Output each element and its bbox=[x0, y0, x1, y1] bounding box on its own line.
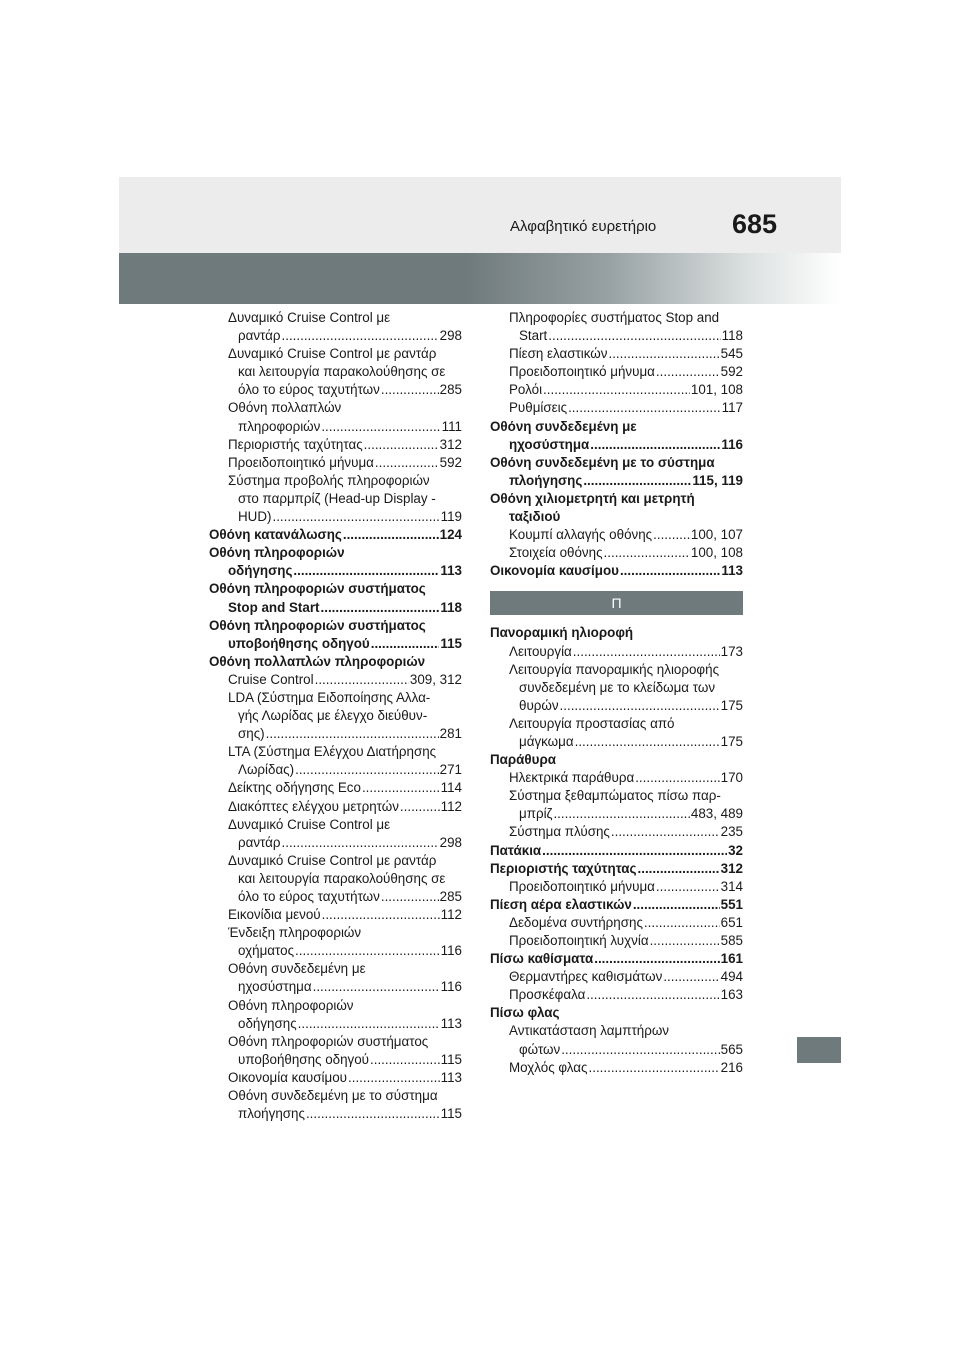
dot-leader bbox=[282, 834, 439, 852]
index-entry-text: Παράθυρα bbox=[490, 752, 556, 768]
index-entry bbox=[490, 345, 743, 363]
index-entry bbox=[490, 968, 743, 986]
section-letter-bar bbox=[490, 591, 743, 615]
index-page-ref[interactable]: 592 bbox=[720, 364, 743, 380]
dot-leader bbox=[371, 635, 440, 653]
index-page-ref[interactable]: 216 bbox=[720, 1059, 743, 1075]
index-entry-text: Οθόνη χιλιομετρητή και μετρητή bbox=[490, 490, 695, 506]
dot-leader bbox=[381, 888, 439, 906]
index-page-ref[interactable]: 565 bbox=[720, 1041, 743, 1057]
index-entry bbox=[490, 562, 743, 580]
index-entry bbox=[209, 779, 462, 797]
index-entry bbox=[490, 679, 743, 697]
dot-leader bbox=[638, 860, 720, 878]
index-page-ref[interactable]: 298 bbox=[439, 328, 462, 344]
dot-leader bbox=[298, 1015, 440, 1033]
index-entry bbox=[209, 526, 462, 544]
index-page-ref[interactable]: 124 bbox=[439, 527, 462, 543]
index-entry bbox=[209, 617, 462, 635]
index-entry-text: HUD) bbox=[238, 509, 272, 525]
index-page-ref[interactable]: 118 bbox=[721, 328, 743, 344]
index-entry bbox=[209, 942, 462, 960]
index-page-ref[interactable]: 113 bbox=[440, 563, 462, 579]
dot-leader bbox=[381, 381, 439, 399]
index-entry-text: και λειτουργία παρακολούθησης σε bbox=[238, 870, 446, 886]
index-entry bbox=[209, 599, 462, 617]
index-entry bbox=[209, 888, 462, 906]
index-page-ref[interactable]: 117 bbox=[721, 400, 743, 416]
index-page-ref[interactable]: 545 bbox=[720, 346, 743, 362]
dot-leader bbox=[282, 327, 439, 345]
index-entry-text: υποβοήθησης οδηγού bbox=[238, 1051, 370, 1067]
index-entry bbox=[209, 508, 462, 526]
index-page-ref[interactable]: 312 bbox=[720, 860, 743, 876]
dot-leader bbox=[663, 968, 719, 986]
index-entry bbox=[209, 816, 462, 834]
index-entry bbox=[490, 878, 743, 896]
index-entry bbox=[209, 436, 462, 454]
index-page-ref[interactable]: 483, 489 bbox=[690, 806, 743, 822]
index-entry bbox=[209, 906, 462, 924]
index-column-left bbox=[209, 309, 462, 1123]
index-entry-text: οδήγησης bbox=[228, 563, 293, 579]
index-entry-text: θυρών bbox=[519, 697, 559, 713]
index-entry-text: Οικονομία καυσίμου bbox=[490, 563, 619, 579]
index-entry-text: Ρυθμίσεις bbox=[509, 400, 568, 416]
dot-leader bbox=[573, 643, 720, 661]
index-page-ref[interactable]: 494 bbox=[720, 969, 743, 985]
index-page-ref[interactable]: 112 bbox=[440, 798, 462, 814]
dot-leader bbox=[583, 472, 691, 490]
index-page-ref[interactable]: 113 bbox=[440, 1069, 462, 1085]
index-entry-text: Περιοριστής ταχύτητας bbox=[228, 436, 363, 452]
index-entry bbox=[209, 798, 462, 816]
index-entry-text: Οθόνη πληροφοριών συστήματος bbox=[209, 581, 426, 597]
index-entry-text: Διακόπτες ελέγχου μετρητών bbox=[228, 798, 399, 814]
index-entry-text: Προειδοποιητικό μήνυμα bbox=[228, 454, 374, 470]
index-entry-text: Θερμαντήρες καθισμάτων bbox=[509, 969, 663, 985]
index-page-ref[interactable]: 314 bbox=[720, 878, 743, 894]
index-entry-text: Δείκτης οδήγησης Eco bbox=[228, 780, 361, 796]
dot-leader bbox=[604, 544, 690, 562]
index-entry-text: ηχοσύστημα bbox=[509, 436, 590, 452]
dot-leader bbox=[594, 950, 719, 968]
index-entry-text: γής Λωρίδας με έλεγχο διεύθυν- bbox=[238, 708, 428, 724]
index-entry-text: LTA (Σύστημα Ελέγχου Διατήρησης bbox=[228, 744, 437, 760]
page-title: Αλφαβητικό ευρετήριο bbox=[510, 218, 657, 235]
index-page-ref[interactable]: 118 bbox=[440, 599, 462, 615]
index-entry bbox=[490, 309, 743, 327]
dot-leader bbox=[364, 436, 439, 454]
index-page-ref[interactable]: 161 bbox=[720, 951, 743, 967]
index-entry bbox=[490, 399, 743, 417]
header-band bbox=[119, 253, 841, 304]
index-entry bbox=[209, 653, 462, 671]
index-page-ref[interactable]: 115 bbox=[440, 1106, 462, 1122]
index-page-ref[interactable]: 285 bbox=[439, 382, 462, 398]
index-entry-text: Ρολόι bbox=[509, 382, 543, 398]
index-entry-text: Οθόνη συνδεδεμένη με το σύστημα bbox=[490, 454, 715, 470]
dot-leader bbox=[553, 805, 689, 823]
index-entry-text: μπρίζ bbox=[519, 806, 553, 822]
dot-leader bbox=[633, 896, 720, 914]
index-entry bbox=[209, 689, 462, 707]
index-page-ref[interactable]: 298 bbox=[439, 834, 462, 850]
index-entry bbox=[490, 697, 743, 715]
index-page-ref[interactable]: 115 bbox=[440, 635, 462, 651]
dot-leader bbox=[653, 526, 690, 544]
index-entry-text: Πανοραμική ηλιοροφή bbox=[490, 625, 634, 641]
index-entry-text: μάγκωμα bbox=[519, 733, 574, 749]
index-entry-text: Λειτουργία bbox=[509, 643, 572, 659]
index-page-ref[interactable]: 101, 108 bbox=[690, 382, 743, 398]
index-entry-text: όλο το εύρος ταχυτήτων bbox=[238, 382, 380, 398]
index-entry bbox=[490, 363, 743, 381]
dot-leader bbox=[620, 562, 720, 580]
index-page-ref[interactable]: 32 bbox=[728, 842, 743, 858]
index-entry-text: Σύστημα ξεθαμπώματος πίσω παρ- bbox=[509, 788, 721, 804]
index-page-ref[interactable]: 113 bbox=[440, 1015, 462, 1031]
index-entry bbox=[209, 381, 462, 399]
index-entry bbox=[209, 635, 462, 653]
index-entry bbox=[209, 870, 462, 888]
dot-leader bbox=[266, 725, 439, 743]
index-entry-text: Οθόνη πολλαπλών bbox=[228, 400, 342, 416]
index-entry bbox=[490, 526, 743, 544]
index-entry bbox=[209, 761, 462, 779]
index-entry bbox=[490, 1022, 743, 1040]
index-entry-text: Οθόνη συνδεδεμένη με το σύστημα bbox=[228, 1088, 438, 1104]
index-entry bbox=[490, 805, 743, 823]
index-entry bbox=[209, 490, 462, 508]
index-page-ref[interactable]: 592 bbox=[439, 454, 462, 470]
dot-leader bbox=[295, 942, 440, 960]
index-entry bbox=[209, 1033, 462, 1051]
index-page-ref[interactable]: 170 bbox=[720, 770, 743, 786]
dot-leader bbox=[315, 671, 409, 689]
index-entry bbox=[209, 743, 462, 761]
index-page-ref[interactable]: 651 bbox=[720, 914, 743, 930]
index-entry bbox=[209, 1051, 462, 1069]
index-entry bbox=[209, 580, 462, 598]
index-entry-text: πληροφοριών bbox=[238, 418, 321, 434]
index-entry bbox=[209, 852, 462, 870]
index-entry-text: Οθόνη πληροφοριών bbox=[228, 997, 354, 1013]
index-entry-text: Εικονίδια μενού bbox=[228, 907, 321, 923]
dot-leader bbox=[295, 761, 439, 779]
dot-leader bbox=[608, 345, 719, 363]
index-entry bbox=[490, 381, 743, 399]
index-entry bbox=[490, 860, 743, 878]
dot-leader bbox=[611, 823, 720, 841]
index-entry bbox=[490, 751, 743, 769]
index-entry bbox=[490, 914, 743, 932]
index-page-ref[interactable]: 163 bbox=[720, 987, 743, 1003]
index-entry-text: πλοήγησης bbox=[509, 472, 583, 488]
index-entry-text: Ένδειξη πληροφοριών bbox=[228, 925, 362, 941]
index-entry-text: Οθόνη πληροφοριών bbox=[209, 545, 345, 561]
index-entry-text: Προειδοποιητικό μήνυμα bbox=[509, 878, 655, 894]
index-entry-text: Κουμπί αλλαγής οθόνης bbox=[509, 527, 653, 543]
index-entry-text: Οθόνη πληροφοριών συστήματος bbox=[228, 1033, 429, 1049]
index-entry-text: Σύστημα πλύσης bbox=[509, 824, 610, 840]
index-page-ref[interactable]: 175 bbox=[720, 733, 743, 749]
chapter-tab bbox=[797, 1037, 841, 1063]
index-entry-text: Πατάκια bbox=[490, 842, 542, 858]
index-entry bbox=[209, 1105, 462, 1123]
index-entry-text: Σύστημα προβολής πληροφοριών bbox=[228, 472, 430, 488]
index-entry bbox=[490, 454, 743, 472]
index-entry bbox=[490, 490, 743, 508]
index-page-ref[interactable]: 116 bbox=[721, 436, 743, 452]
index-entry bbox=[490, 715, 743, 733]
dot-leader bbox=[575, 733, 720, 751]
index-entry-text: όλο το εύρος ταχυτήτων bbox=[238, 889, 380, 904]
dot-leader bbox=[321, 599, 440, 617]
index-entry bbox=[490, 950, 743, 968]
index-entry-text: Οθόνη πολλαπλών πληροφοριών bbox=[209, 653, 426, 669]
index-page-ref[interactable]: 112 bbox=[440, 907, 462, 923]
dot-leader bbox=[322, 906, 440, 924]
page-number: 685 bbox=[732, 209, 778, 239]
index-page-ref[interactable]: 113 bbox=[721, 563, 743, 579]
index-entry bbox=[490, 661, 743, 679]
index-entry-text: πλοήγησης bbox=[238, 1106, 305, 1122]
index-entry-text: Πίσω φλας bbox=[490, 1005, 560, 1021]
index-entry-text: Περιοριστής ταχύτητας bbox=[490, 860, 637, 876]
index-entry bbox=[490, 787, 743, 805]
index-entry bbox=[209, 454, 462, 472]
index-entry-text: Λειτουργία προστασίας από bbox=[509, 715, 675, 731]
dot-leader bbox=[362, 779, 440, 797]
index-entry bbox=[209, 1015, 462, 1033]
dot-leader bbox=[650, 932, 720, 950]
index-entry-text: Προειδοποιητικό μήνυμα bbox=[509, 364, 655, 380]
index-page-ref[interactable]: 114 bbox=[440, 780, 462, 796]
index-page-ref[interactable]: 115 bbox=[440, 1051, 462, 1067]
index-entry-text: Stop and Start bbox=[228, 599, 320, 615]
dot-leader bbox=[306, 1105, 440, 1123]
index-entry-text: Δυναμικό Cruise Control με bbox=[228, 310, 391, 325]
dot-leader bbox=[343, 526, 439, 544]
index-page-ref[interactable]: 281 bbox=[439, 726, 462, 742]
index-entry bbox=[209, 544, 462, 562]
dot-leader bbox=[542, 842, 727, 860]
index-entry bbox=[209, 978, 462, 996]
dot-leader bbox=[589, 1059, 720, 1077]
index-entry-text: Οθόνη συνδεδεμένη με bbox=[228, 961, 366, 977]
index-entry bbox=[209, 960, 462, 978]
dot-leader bbox=[656, 363, 720, 381]
dot-leader bbox=[348, 1069, 440, 1087]
index-page-ref[interactable]: 551 bbox=[720, 896, 743, 912]
index-entry-text: φώτων bbox=[519, 1041, 561, 1057]
index-entry-text: Πίσω καθίσματα bbox=[490, 951, 594, 967]
index-entry bbox=[490, 436, 743, 454]
index-page-ref[interactable]: 111 bbox=[441, 418, 462, 434]
index-entry bbox=[490, 733, 743, 751]
index-entry bbox=[209, 725, 462, 743]
index-column-right bbox=[490, 309, 743, 1077]
index-entry-text: στο παρμπρίζ (Head-up Display - bbox=[238, 490, 436, 506]
dot-leader bbox=[370, 1051, 440, 1069]
index-page-ref[interactable]: 116 bbox=[440, 979, 462, 995]
dot-leader bbox=[543, 381, 690, 399]
index-entry bbox=[209, 562, 462, 580]
index-entry bbox=[209, 472, 462, 490]
index-entry bbox=[490, 508, 743, 526]
section-letter: Π bbox=[611, 595, 622, 612]
dot-leader bbox=[635, 769, 719, 787]
index-entry bbox=[490, 896, 743, 914]
index-entry-text: ραντάρ bbox=[238, 834, 281, 850]
index-page-ref[interactable]: 175 bbox=[720, 697, 743, 713]
index-entry bbox=[209, 345, 462, 363]
index-page-ref[interactable]: 100, 107 bbox=[690, 527, 743, 543]
index-entry bbox=[209, 997, 462, 1015]
index-entry bbox=[490, 842, 743, 860]
index-page-ref[interactable]: 116 bbox=[440, 943, 462, 959]
index-entry-text: Ηλεκτρικά παράθυρα bbox=[509, 770, 635, 786]
dot-leader bbox=[586, 986, 719, 1004]
index-entry-text: οχήματος bbox=[238, 943, 295, 959]
index-entry-text: ηχοσύστημα bbox=[238, 979, 312, 995]
dot-leader bbox=[313, 978, 440, 996]
dot-leader bbox=[561, 1041, 719, 1059]
dot-leader bbox=[590, 436, 720, 454]
index-list-right-bottom bbox=[490, 624, 743, 1076]
index-page-ref[interactable]: 173 bbox=[720, 643, 743, 659]
index-entry bbox=[209, 418, 462, 436]
index-entry bbox=[209, 363, 462, 381]
index-entry bbox=[209, 327, 462, 345]
index-page-ref[interactable]: 100, 108 bbox=[690, 545, 743, 561]
index-entry bbox=[490, 624, 743, 642]
index-entry bbox=[209, 1087, 462, 1105]
index-entry bbox=[490, 823, 743, 841]
index-entry-text: Πίεση ελαστικών bbox=[509, 346, 608, 362]
index-entry-text: Οθόνη κατανάλωσης bbox=[209, 527, 342, 543]
index-entry bbox=[490, 986, 743, 1004]
index-entry-text: Δυναμικό Cruise Control με ραντάρ bbox=[228, 852, 437, 868]
index-page-ref[interactable]: 585 bbox=[720, 933, 743, 948]
index-entry-text: Προσκέφαλα bbox=[509, 987, 586, 1003]
dot-leader bbox=[375, 454, 439, 472]
index-entry bbox=[209, 707, 462, 725]
index-entry-text: Μοχλός φλας bbox=[509, 1059, 588, 1075]
dot-leader bbox=[644, 914, 720, 932]
index-entry bbox=[490, 418, 743, 436]
index-entry-text: οδήγησης bbox=[238, 1015, 297, 1031]
index-page-ref[interactable]: 115, 119 bbox=[692, 472, 743, 488]
index-page-ref[interactable]: 312 bbox=[439, 436, 462, 452]
index-entry bbox=[209, 309, 462, 327]
index-entry-text: Δυναμικό Cruise Control με ραντάρ bbox=[228, 346, 437, 362]
index-entry bbox=[209, 924, 462, 942]
index-list-right-top bbox=[490, 309, 743, 580]
dot-leader bbox=[321, 418, 440, 436]
index-entry-text: Αντικατάσταση λαμπτήρων bbox=[509, 1023, 669, 1039]
index-entry-text: Λειτουργία πανοραμικής ηλιοροφής bbox=[509, 661, 720, 677]
index-entry-text: υποβοήθησης οδηγού bbox=[228, 635, 370, 651]
dot-leader bbox=[560, 697, 720, 715]
index-entry bbox=[209, 834, 462, 852]
index-page-ref[interactable]: 119 bbox=[440, 509, 462, 525]
index-entry bbox=[209, 1069, 462, 1087]
index-entry-text: ταξιδιού bbox=[509, 509, 561, 525]
dot-leader bbox=[548, 327, 720, 345]
index-entry-text: Προειδοποιητική λυχνία bbox=[509, 933, 649, 948]
dot-leader bbox=[272, 508, 439, 526]
index-entry-text: Cruise Control bbox=[228, 671, 314, 687]
index-entry-text: σης) bbox=[238, 726, 265, 742]
index-entry bbox=[209, 399, 462, 417]
dot-leader bbox=[293, 562, 439, 580]
dot-leader bbox=[568, 399, 721, 417]
index-entry bbox=[209, 671, 462, 689]
index-entry-text: LDA (Σύστημα Ειδοποίησης Αλλα- bbox=[228, 689, 431, 705]
index-page-ref[interactable]: 271 bbox=[439, 762, 462, 778]
index-page-ref[interactable]: 235 bbox=[720, 824, 743, 840]
index-entry-text: Οθόνη συνδεδεμένη με bbox=[490, 418, 637, 434]
index-entry-text: Δεδομένα συντήρησης bbox=[509, 914, 643, 930]
index-entry bbox=[490, 1059, 743, 1077]
index-entry bbox=[490, 769, 743, 787]
index-entry bbox=[490, 932, 743, 950]
index-entry-text: Στοιχεία οθόνης bbox=[509, 545, 603, 561]
index-entry-text: Οικονομία καυσίμου bbox=[228, 1069, 347, 1085]
index-entry bbox=[490, 1041, 743, 1059]
index-entry-text: Πίεση αέρα ελαστικών bbox=[490, 896, 632, 912]
index-entry-text: Λωρίδας) bbox=[238, 762, 295, 778]
index-entry bbox=[490, 1004, 743, 1022]
dot-leader bbox=[656, 878, 720, 896]
index-entry-text: ραντάρ bbox=[238, 328, 281, 344]
index-entry-text: Πληροφορίες συστήματος Stop and bbox=[509, 310, 720, 325]
index-page-ref[interactable]: 285 bbox=[439, 889, 462, 904]
index-page-ref[interactable]: 309, 312 bbox=[409, 671, 462, 687]
index-entry bbox=[490, 544, 743, 562]
index-entry bbox=[490, 643, 743, 661]
dot-leader bbox=[400, 798, 440, 816]
index-entry bbox=[490, 472, 743, 490]
index-entry-text: Start bbox=[519, 328, 548, 344]
index-entry bbox=[490, 327, 743, 345]
index-entry-text: Δυναμικό Cruise Control με bbox=[228, 816, 391, 832]
index-entry-text: συνδεδεμένη με το κλείδωμα των bbox=[519, 679, 716, 695]
index-entry-text: και λειτουργία παρακολούθησης σε bbox=[238, 364, 446, 380]
index-entry-text: Οθόνη πληροφοριών συστήματος bbox=[209, 617, 426, 633]
